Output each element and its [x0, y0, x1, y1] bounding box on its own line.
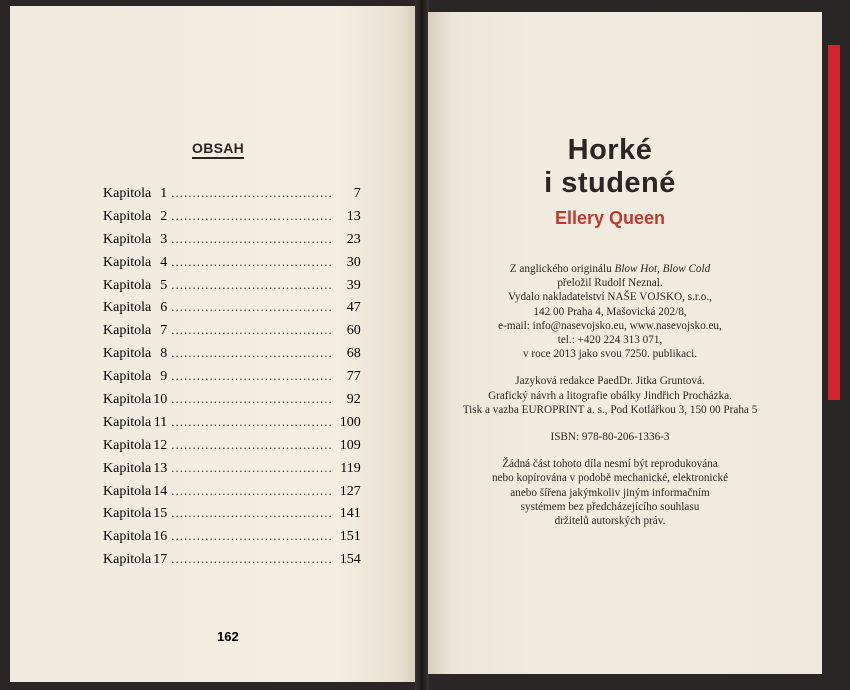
- toc-chapter-word: Kapitola: [103, 369, 152, 385]
- toc-leader-dots: ......................................: [171, 276, 333, 292]
- toc-chapter-word: Kapitola: [103, 392, 152, 408]
- toc-chapter-number: 10: [153, 392, 168, 408]
- rights-line: systémem bez předcházejícího souhlasu: [520, 500, 700, 513]
- editorial-line: Grafický návrh a litografie obálky Jindřich Procházka.: [488, 389, 732, 402]
- book-title-line-1: Horké: [567, 134, 653, 166]
- toc-row: [103, 525, 361, 548]
- toc-page-number: 39: [346, 277, 361, 293]
- toc-leader-dots: ......................................: [171, 551, 333, 567]
- contents-heading: OBSAH: [192, 140, 244, 159]
- editorial-line: Tisk a vazba EUROPRINT a. s., Pod Kotlářkou 3, 150 00 Praha 5: [462, 403, 758, 416]
- toc-leader-dots: ......................................: [171, 436, 333, 452]
- isbn: ISBN: 978-80-206-1336-3: [550, 431, 670, 444]
- toc-leader-dots: ......................................: [171, 391, 333, 407]
- toc-leader-dots: ......................................: [171, 322, 333, 338]
- toc-row: [103, 296, 361, 319]
- toc-chapter-word: Kapitola: [103, 186, 152, 201]
- toc-page-number: 127: [339, 483, 361, 499]
- toc-chapter-number: 11: [153, 414, 168, 430]
- toc-leader-dots: ......................................: [171, 528, 333, 544]
- toc-row: [103, 502, 361, 525]
- toc-page-number: 92: [346, 392, 361, 408]
- imprint-line: Vydalo nakladatelství NAŠE VOJSKO, s.r.o.,: [508, 291, 712, 304]
- imprint-line: 142 00 Praha 4, Mašovická 202/8,: [533, 305, 687, 318]
- rights-line: anebo šířena jakýmkoliv jiným informačním: [510, 486, 710, 499]
- toc-chapter-word: Kapitola: [103, 231, 152, 247]
- toc-row: [103, 342, 361, 365]
- toc-leader-dots: ......................................: [171, 345, 333, 361]
- toc-chapter-label: [103, 412, 167, 435]
- toc-chapter-number: 14: [153, 483, 168, 499]
- toc-chapter-number: 17: [153, 552, 168, 568]
- toc-chapter-number: 2: [160, 208, 168, 224]
- toc-page-number: 60: [346, 323, 361, 339]
- toc-row: [103, 411, 361, 434]
- toc-chapter-number: 13: [153, 460, 168, 476]
- toc-chapter-label: [103, 297, 167, 320]
- rights-line: nebo kopírována v podobě mechanické, elektronické: [491, 472, 729, 485]
- toc-chapter-label: [103, 526, 167, 549]
- toc-row: [103, 319, 361, 342]
- toc-chapter-word: Kapitola: [103, 506, 152, 522]
- toc-row: [103, 228, 361, 251]
- toc-page-number: 23: [346, 231, 361, 247]
- toc-page-number: 154: [339, 552, 361, 568]
- toc-row: [103, 205, 361, 228]
- imprint-line: přeložil Rudolf Neznal.: [557, 277, 663, 290]
- toc-chapter-word: Kapitola: [103, 460, 152, 476]
- imprint-line: tel.: +420 224 313 071,: [557, 334, 663, 347]
- toc-chapter-label: [103, 229, 167, 252]
- book-author: Ellery Queen: [554, 208, 666, 228]
- toc-leader-dots: ......................................: [171, 505, 333, 521]
- toc-leader-dots: ......................................: [171, 207, 333, 223]
- rights-line: Žádná část tohoto díla nesmí být reprodukována: [502, 458, 718, 471]
- toc-page-number: 141: [339, 506, 361, 522]
- toc-page-number: 77: [346, 369, 361, 385]
- toc-page-number: 7: [353, 186, 361, 201]
- toc-chapter-label: [103, 389, 167, 412]
- toc-chapter-number: 5: [160, 277, 168, 293]
- toc-row: [103, 388, 361, 411]
- toc-chapter-label: [103, 252, 167, 275]
- toc-chapter-word: Kapitola: [103, 414, 152, 430]
- book-title-line-2: i studené: [544, 167, 676, 199]
- imprint-line: Z anglického originálu Blow Hot, Blow Cold: [509, 263, 711, 275]
- toc-chapter-label: [103, 275, 167, 298]
- toc-row: [103, 480, 361, 503]
- toc-leader-dots: ......................................: [171, 299, 333, 315]
- toc-row: [103, 182, 361, 205]
- toc-chapter-number: 6: [160, 300, 168, 316]
- toc-page-number: 151: [339, 529, 361, 545]
- toc-page-number: 30: [346, 254, 361, 270]
- toc-chapter-label: [103, 320, 167, 343]
- toc-leader-dots: ......................................: [171, 482, 333, 498]
- toc-leader-dots: ......................................: [171, 459, 333, 475]
- toc-chapter-label: [103, 206, 167, 229]
- toc-chapter-number: 12: [153, 437, 168, 453]
- toc-chapter-label: [103, 343, 167, 366]
- toc-leader-dots: ......................................: [171, 230, 333, 246]
- toc-chapter-word: Kapitola: [103, 277, 152, 293]
- toc-page-number: 47: [346, 300, 361, 316]
- toc-chapter-label: [103, 183, 167, 206]
- toc-leader-dots: ......................................: [171, 253, 333, 269]
- toc-row: [103, 548, 361, 571]
- cover-red-edge: [828, 45, 840, 400]
- toc-leader-dots: ......................................: [171, 368, 333, 384]
- toc-chapter-word: Kapitola: [103, 346, 152, 362]
- toc-chapter-number: 7: [160, 323, 168, 339]
- table-of-contents: [103, 182, 361, 571]
- toc-chapter-word: Kapitola: [103, 483, 152, 499]
- editorial-line: Jazyková redakce PaedDr. Jitka Gruntová.: [515, 375, 705, 388]
- toc-chapter-word: Kapitola: [103, 323, 152, 339]
- original-title: Blow Hot, Blow Cold: [614, 263, 711, 275]
- toc-row: [103, 251, 361, 274]
- toc-chapter-label: [103, 366, 167, 389]
- toc-chapter-word: Kapitola: [103, 300, 152, 316]
- toc-page-number: 100: [339, 414, 361, 430]
- toc-page-number: 13: [346, 208, 361, 224]
- toc-chapter-word: Kapitola: [103, 552, 152, 568]
- book-title: [520, 134, 700, 200]
- toc-leader-dots: ......................................: [171, 185, 333, 200]
- toc-row: [103, 457, 361, 480]
- toc-chapter-word: Kapitola: [103, 254, 152, 270]
- toc-chapter-word: Kapitola: [103, 529, 152, 545]
- toc-chapter-word: Kapitola: [103, 437, 152, 453]
- toc-page-number: 68: [346, 346, 361, 362]
- toc-chapter-label: [103, 549, 167, 572]
- toc-chapter-number: 3: [160, 231, 168, 247]
- toc-row: [103, 274, 361, 297]
- toc-chapter-number: 1: [160, 186, 168, 201]
- toc-chapter-label: [103, 503, 167, 526]
- book-gutter: [415, 0, 429, 690]
- imprint-line: e-mail: info@nasevojsko.eu, www.nasevojsko.eu,: [498, 319, 722, 332]
- toc-chapter-label: [103, 481, 167, 504]
- toc-chapter-number: 16: [153, 529, 168, 545]
- toc-chapter-label: [103, 435, 167, 458]
- toc-leader-dots: ......................................: [171, 413, 333, 429]
- toc-row: [103, 434, 361, 457]
- toc-page-number: 109: [339, 437, 361, 453]
- toc-row: [103, 365, 361, 388]
- toc-chapter-label: [103, 458, 167, 481]
- page-number: 162: [217, 629, 239, 644]
- toc-chapter-number: 15: [153, 506, 168, 522]
- imprint-line: v roce 2013 jako svou 7250. publikaci.: [523, 348, 697, 361]
- rights-line: držitelů autorských práv.: [554, 515, 666, 528]
- toc-page-number: 119: [340, 460, 361, 476]
- toc-chapter-word: Kapitola: [103, 208, 152, 224]
- imprint-block: [460, 262, 760, 528]
- toc-chapter-number: 4: [160, 254, 168, 270]
- toc-chapter-number: 9: [160, 369, 168, 385]
- toc-chapter-number: 8: [160, 346, 168, 362]
